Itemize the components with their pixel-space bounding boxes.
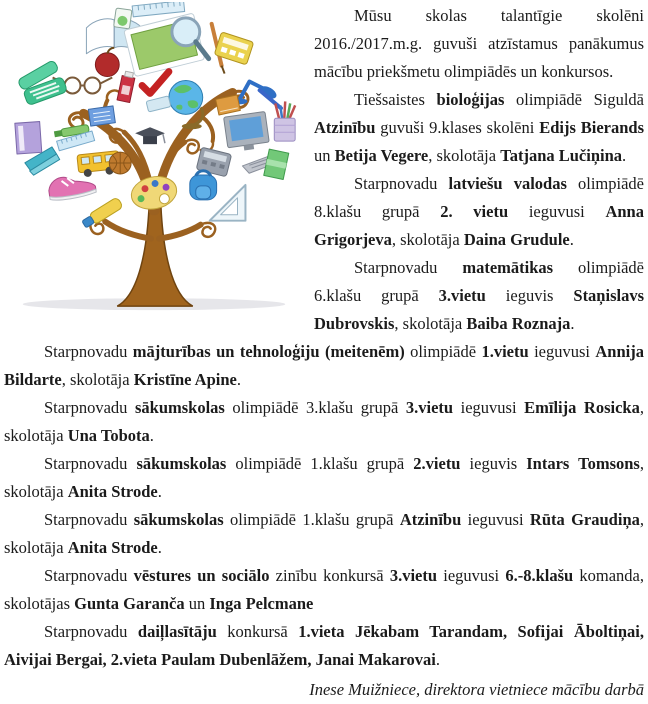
text-run: ieguvusi	[437, 566, 506, 585]
paragraph-6	[4, 394, 644, 450]
text-run: Starpnovadu	[44, 622, 138, 641]
text-run: ieguvusi	[453, 398, 525, 417]
text-run: zinību konkursā	[269, 566, 390, 585]
text-run-bold: 6.-8.klašu	[505, 566, 574, 585]
text-run-bold: Emīlija Rosicka	[524, 398, 640, 417]
text-run-bold: 1.vieta Jēkabam Tarandam, Sofijai Āboltiņai, Aivijai Bergai, 2.vieta Paulam Dubenlāžem, Janai Makarovai	[4, 622, 644, 669]
text-run-bold: Annija Bildarte	[4, 342, 644, 389]
text-run: olimpiādē 1.klašu grupā	[226, 454, 414, 473]
text-run: , skolotāja	[61, 370, 134, 389]
text-run: , skolotāja	[428, 146, 501, 165]
text-run-bold: sākumskolas	[133, 510, 224, 529]
text-run-bold: Tatjana Lučiņina	[500, 146, 623, 165]
text-run-bold: Atzinību	[399, 510, 462, 529]
text-run-bold: 3.vietu	[405, 398, 454, 417]
basketball-icon	[109, 152, 131, 174]
text-run: Starpnovadu	[354, 174, 449, 193]
text-run: Starpnovadu	[354, 258, 463, 277]
text-run: olimpiādē	[404, 342, 482, 361]
graduation-cap-icon	[135, 127, 165, 144]
text-run-bold: Anita Strode	[67, 538, 158, 557]
apple-icon	[95, 48, 119, 77]
text-run: .	[157, 482, 162, 501]
blue-notebook-icon	[88, 106, 115, 126]
text-run-bold: matemātikas	[462, 258, 554, 277]
text-run: un	[314, 146, 335, 165]
backpack-icon	[190, 171, 217, 200]
text-run: olimpiādē 6.klašu grupā	[314, 258, 644, 305]
text-run: .	[570, 314, 575, 333]
paragraph-9	[4, 562, 644, 618]
text-run-bold: mājturības un tehnoloģiju (meitenēm)	[132, 342, 405, 361]
text-run-bold: Gunta Garanča	[74, 594, 185, 613]
text-run-bold: Rūta Graudiņa	[529, 510, 640, 529]
text-run-bold: Una Tobota	[67, 426, 150, 445]
text-run: Tiešsaistes	[354, 90, 437, 109]
text-run-bold: sākumskolas	[136, 454, 227, 473]
text-run: .	[569, 230, 574, 249]
text-run-bold: Inga Pelcmane	[209, 594, 314, 613]
text-run: ieguvusi	[508, 202, 606, 221]
text-run: Starpnovadu	[44, 510, 134, 529]
eraser-icon	[146, 96, 171, 112]
text-run: .	[236, 370, 241, 389]
text-run-bold: Anna Grigorjeva	[314, 202, 644, 249]
text-run: olimpiādē 1.klašu grupā	[223, 510, 400, 529]
text-run: olimpiādē 3.klašu grupā	[224, 398, 406, 417]
paragraph-5	[4, 338, 644, 394]
text-run: , skolotāja	[391, 230, 464, 249]
text-run: , skolotāja	[4, 510, 644, 557]
text-run: un	[184, 594, 210, 613]
text-run-bold: Anita Strode	[67, 482, 158, 501]
ruler-icon	[132, 2, 185, 17]
text-run: Starpnovadu	[44, 454, 137, 473]
text-run-bold: Atzinību	[314, 118, 376, 137]
text-run: , skolotāja	[394, 314, 467, 333]
paragraph-10	[4, 618, 644, 674]
paint-tube-icon	[117, 71, 136, 103]
text-run-bold: Staņislavs Dubrovskis	[314, 286, 644, 333]
paragraph-8	[4, 506, 644, 562]
text-run-bold: daiļlasītāju	[137, 622, 217, 641]
text-run: Starpnovadu	[44, 566, 134, 585]
text-run: Inese Muižniece, direktora vietniece mācību darbā	[309, 680, 644, 699]
text-run-bold: bioloģijas	[436, 90, 505, 109]
text-run: .	[622, 146, 627, 165]
text-run-bold: Intars Tomsons	[526, 454, 640, 473]
text-run-bold: sākumskolas	[134, 398, 225, 417]
text-run-bold: Kristīne Apine	[133, 370, 237, 389]
red-checkmark-icon	[142, 72, 169, 94]
computer-monitor-icon	[224, 111, 270, 152]
text-run: .	[149, 426, 154, 445]
text-run-bold: 3.vietu	[438, 286, 486, 305]
text-run-bold: latviešu valodas	[448, 174, 567, 193]
text-run: olimpiādē Siguldā	[504, 90, 644, 109]
text-run: , skolotāja	[4, 454, 644, 501]
text-run-bold: 2. vietu	[440, 202, 509, 221]
pencil-case-icon	[15, 59, 68, 107]
paragraph-7	[4, 450, 644, 506]
text-run: .	[157, 538, 162, 557]
text-run: Starpnovadu	[44, 398, 135, 417]
text-run: .	[435, 650, 441, 669]
school-supplies-tree	[4, 2, 306, 336]
pencil-cup-icon	[274, 101, 295, 141]
text-run: , skolotāja	[4, 398, 644, 445]
text-run: Mūsu skolas talantīgie skolēni 2016./2017.m.g. guvuši atzīstamus panākumus mācību priekšmetu olimpiādēs un konkursos.	[314, 6, 644, 81]
sneaker-icon	[47, 173, 96, 202]
paint-palette-icon	[128, 173, 179, 214]
text-run-bold: vēstures un sociālo	[133, 566, 270, 585]
text-run: guvuši 9.klases skolēni	[375, 118, 540, 137]
green-notebook-icon	[264, 149, 289, 179]
jar-icon	[114, 8, 132, 29]
purple-book-icon	[15, 122, 42, 154]
text-run: konkursā	[216, 622, 299, 641]
text-run-bold: 2.vietu	[413, 454, 461, 473]
text-run-bold: Edijs Bierands	[539, 118, 644, 137]
text-run-bold: 1.vietu	[481, 342, 529, 361]
text-run: ieguvis	[460, 454, 527, 473]
text-run: ieguvusi	[528, 342, 596, 361]
text-run-bold: 3.vietu	[389, 566, 438, 585]
text-run-bold: Daina Grudule	[463, 230, 570, 249]
text-run: ieguvusi	[461, 510, 530, 529]
text-run-bold: Baiba Roznaja	[466, 314, 571, 333]
text-run: komanda, skolotājas	[4, 566, 645, 613]
text-run: olimpiādē 8.klašu grupā	[314, 174, 644, 221]
text-run-bold: Betija Vegere	[334, 146, 429, 165]
text-run: Starpnovadu	[44, 342, 133, 361]
globe-icon	[169, 81, 203, 130]
text-run: ieguvis	[485, 286, 574, 305]
